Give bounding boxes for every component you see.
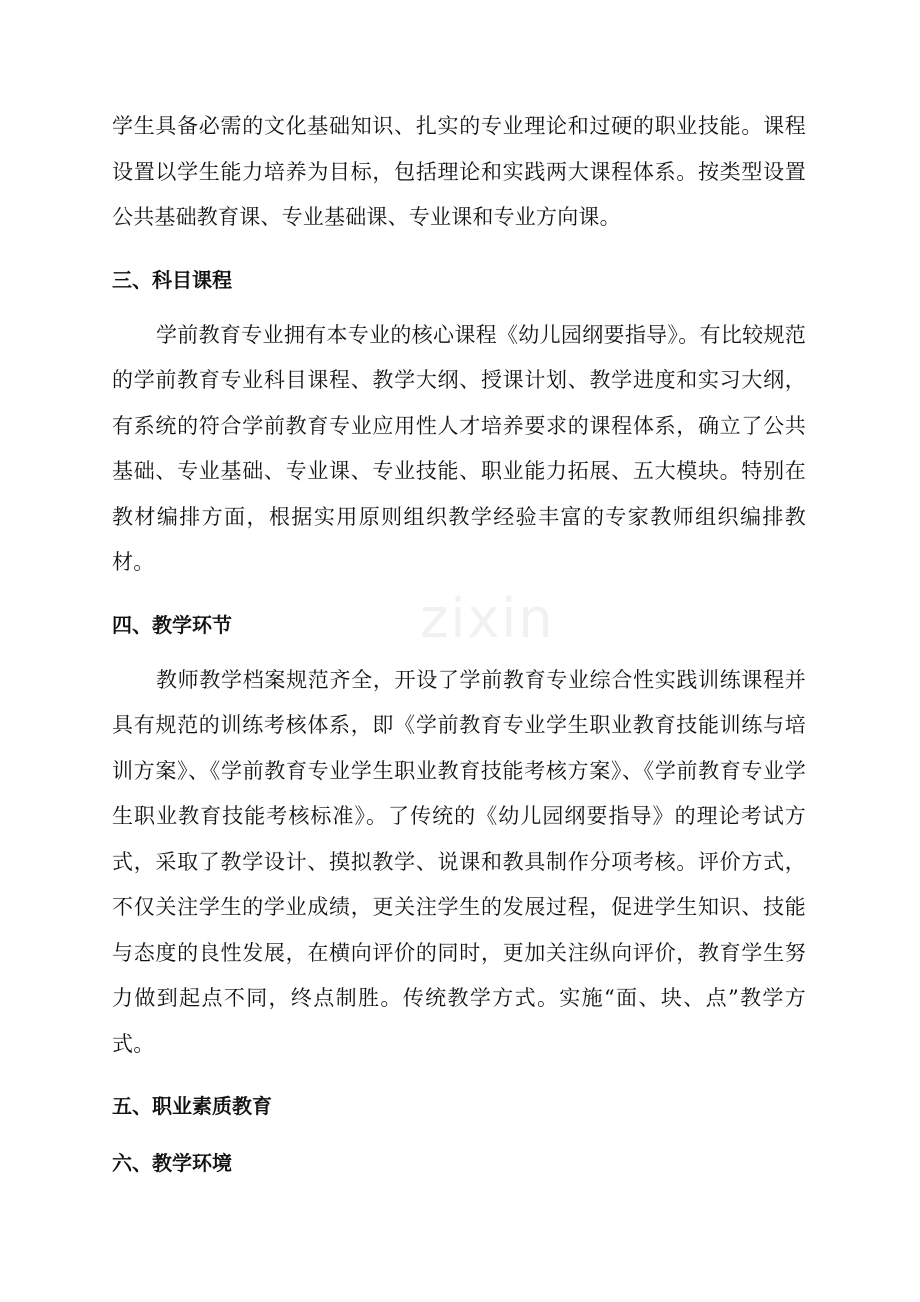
section-heading-subject-courses: 三、科目课程 [112, 267, 232, 292]
section-paragraph-teaching-process: 教师教学档案规范齐全，开设了学前教育专业综合性实践训练课程并具有规范的训练考核体系，即《学前教育专业学生职业教育技能训练与培训方案》、《学前教育专业学生职业教育技能考核方案》、《学前教育专业学生职业教育技能考核标准》。了传统的《幼儿园纲要指导》的理论考试方式，采取了教学设计、摸拟教学、说课和教具制作分项考核。评价方式，不仅关注学生的学业成绩，更关注学生的发展过程，促进学生知识、技能与态度的良性发展，在横向评价的同时，更加关注纵向评价，教育学生努力做到起点不同，终点制胜。传统教学方式。实施“面、块、点”教学方式。 [112, 667, 806, 1056]
section-heading-teaching-process: 四、教学环节 [112, 612, 232, 637]
section-paragraph-subject-courses: 学前教育专业拥有本专业的核心课程《幼儿园纲要指导》。有比较规范的学前教育专业科目课程、教学大纲、授课计划、教学进度和实习大纲，有系统的符合学前教育专业应用性人才培养要求的课程体系，确立了公共基础、专业基础、专业课、专业技能、职业能力拓展、五大模块。特别在教材编排方面，根据实用原则组织教学经验丰富的专家教师组织编排教材。 [112, 322, 806, 574]
watermark-logo: zixin [420, 587, 555, 650]
section-heading-teaching-environment: 六、教学环境 [112, 1151, 232, 1175]
intro-paragraph: 学生具备必需的文化基础知识、扎实的专业理论和过硬的职业技能。课程设置以学生能力培养为目标，包括理论和实践两大课程体系。按类型设置公共基础教育课、专业基础课、专业课和专业方向课。 [112, 114, 806, 229]
section-heading-vocational-education: 五、职业素质教育 [112, 1094, 272, 1118]
document-page [112, 104, 806, 1186]
